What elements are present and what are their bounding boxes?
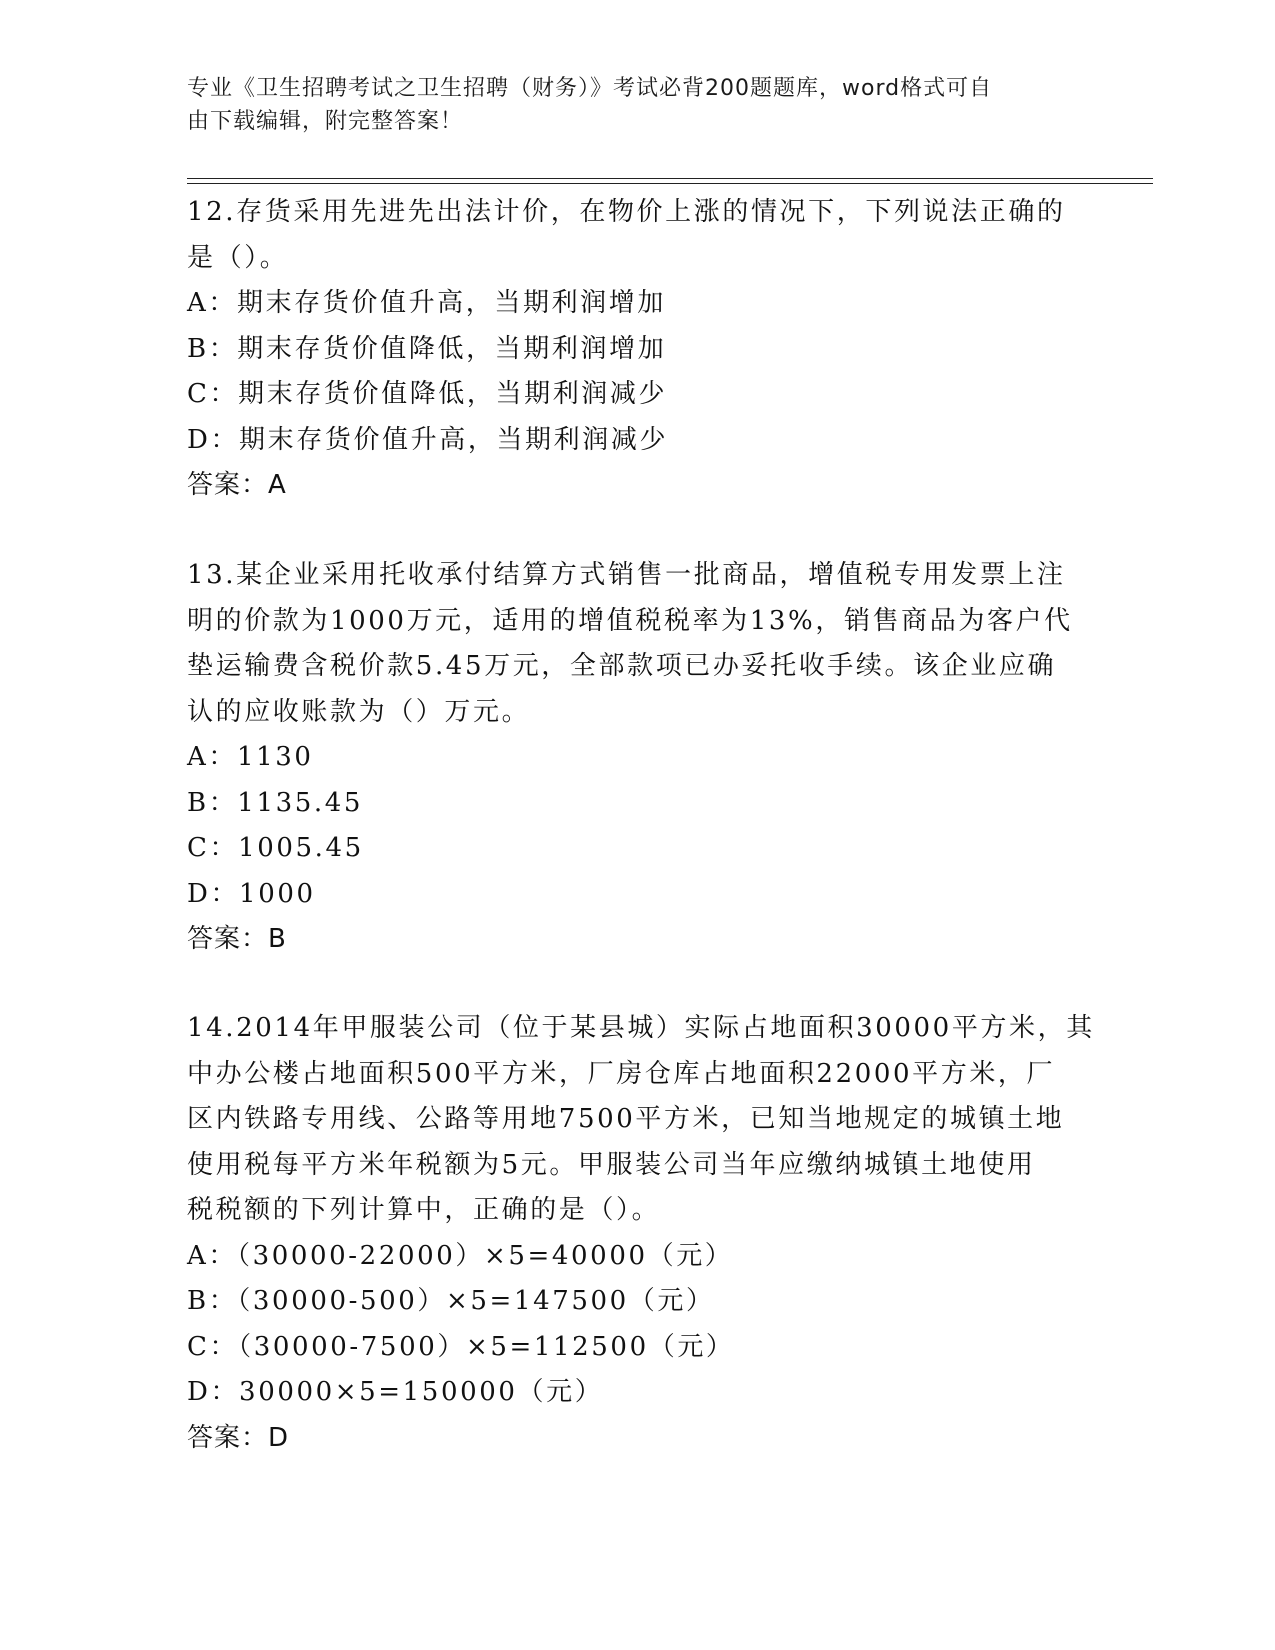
header-line: 专业《卫生招聘考试之卫生招聘（财务）》考试必背200题题库，word格式可自 (187, 76, 993, 101)
header-divider (187, 183, 1153, 184)
option-a: A：1130 (187, 742, 314, 772)
question-text: 税税额的下列计算中，正确的是（）。 (187, 1195, 661, 1225)
question-text: 是（）。 (187, 242, 289, 273)
header-divider (187, 178, 1153, 179)
question-13 (187, 553, 1087, 963)
option-d: D：1000 (187, 878, 316, 909)
option-b: B：（30000-500）×5=147500（元） (187, 1286, 715, 1316)
option-a: A：（30000-22000）×5=40000（元） (187, 1240, 734, 1271)
question-text: 明的价款为1000万元，适用的增值税税率为13%，销售商品为客户代 (187, 605, 1073, 636)
question-text: 12.存货采用先进先出法计价，在物价上涨的情况下，下列说法正确的 (187, 197, 1066, 227)
question-text: 垫运输费含税价款5.45万元，全部款项已办妥托收手续。该企业应确 (187, 651, 1057, 681)
answer: 答案：B (187, 924, 287, 954)
option-c: C：期末存货价值降低，当期利润减少 (187, 379, 668, 409)
option-d: D：30000×5=150000（元） (187, 1377, 604, 1407)
question-text: 13.某企业采用托收承付结算方式销售一批商品，增值税专用发票上注 (187, 560, 1066, 590)
question-12 (187, 190, 1087, 509)
question-text: 区内铁路专用线、公路等用地7500平方米，已知当地规定的城镇土地 (187, 1104, 1065, 1134)
option-b: B：1135.45 (187, 787, 364, 818)
option-c: C：（30000-7500）×5=112500（元） (187, 1331, 735, 1362)
option-c: C：1005.45 (187, 833, 364, 863)
header-line: 由下载编辑，附完整答案！ (187, 109, 464, 134)
option-d: D：期末存货价值升高，当期利润减少 (187, 424, 669, 455)
document-header (187, 72, 1067, 138)
option-a: A：期末存货价值升高，当期利润增加 (187, 288, 666, 318)
question-text: 认的应收账款为（）万元。 (187, 696, 531, 727)
option-b: B：期末存货价值降低，当期利润增加 (187, 333, 667, 364)
answer: 答案：D (187, 1422, 290, 1453)
question-text: 使用税每平方米年税额为5元。甲服装公司当年应缴纳城镇土地使用 (187, 1149, 1036, 1180)
question-text: 14.2014年甲服装公司（位于某县城）实际占地面积30000平方米，其 (187, 1013, 1095, 1043)
question-14 (187, 1006, 1095, 1461)
question-text: 中办公楼占地面积500平方米，厂房仓库占地面积22000平方米，厂 (187, 1058, 1056, 1089)
answer: 答案：A (187, 470, 287, 500)
